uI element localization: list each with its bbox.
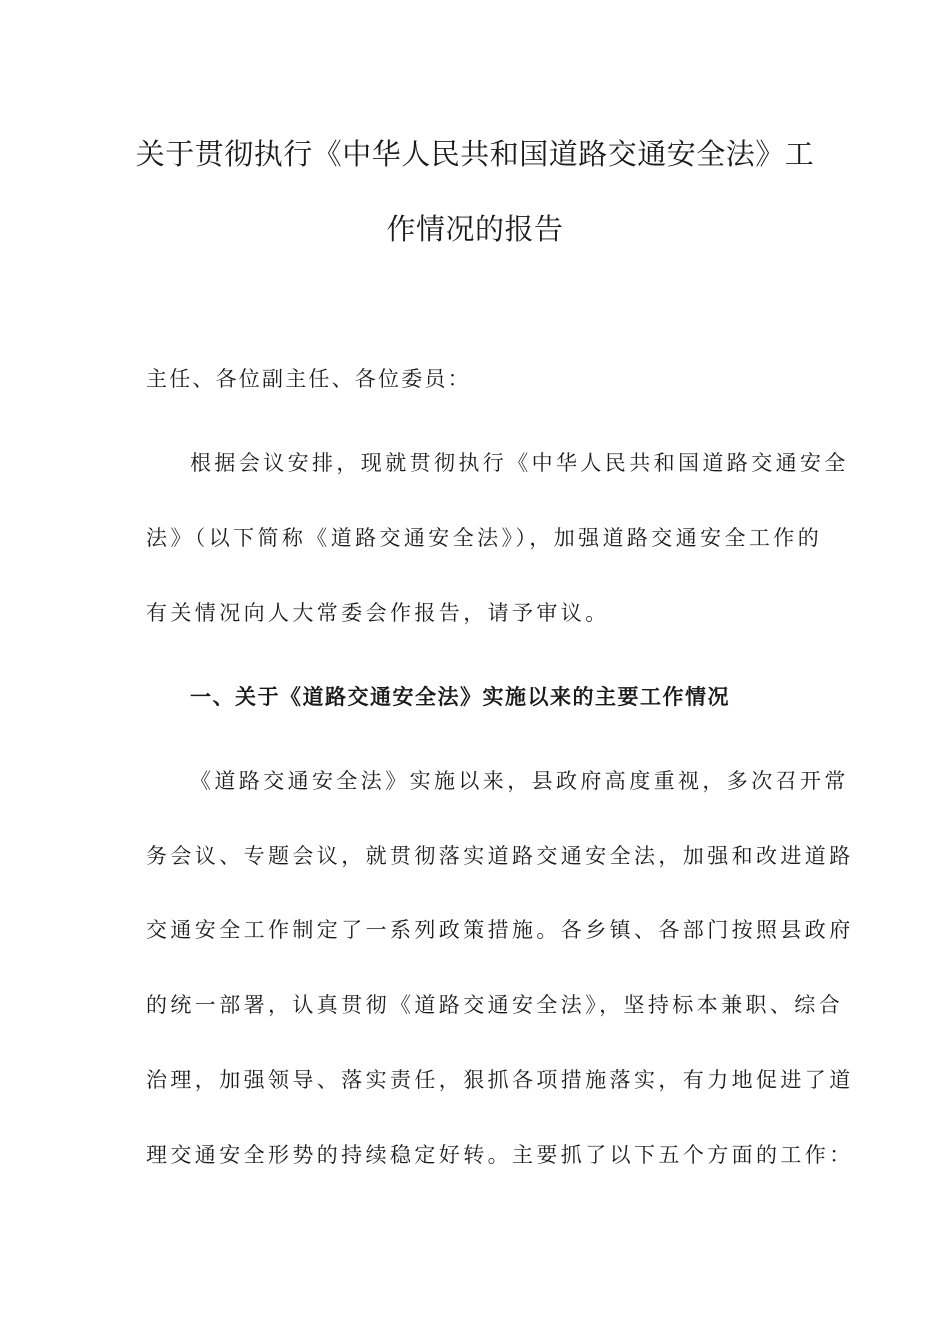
body-line: 《道路交通安全法》实施以来，县政府高度重视，多次召开常	[190, 769, 849, 793]
intro-line: 有关情况向人大常委会作报告，请予审议。	[146, 601, 610, 625]
body-line: 理交通安全形势的持续稳定好转。主要抓了以下五个方面的工作：	[146, 1143, 854, 1167]
intro-line: 根据会议安排，现就贯彻执行《中华人民共和国道路交通安全	[190, 451, 849, 475]
body-line: 治理，加强领导、落实责任，狠抓各项措施落实，有力地促进了道	[146, 1068, 854, 1092]
body-line: 务会议、专题会议，就贯彻落实道路交通安全法，加强和改进道路	[146, 844, 854, 868]
salutation: 主任、各位副主任、各位委员：	[146, 367, 471, 391]
document-title-line-1: 关于贯彻执行《中华人民共和国道路交通安全法》工	[135, 137, 815, 171]
body-line: 交通安全工作制定了一系列政策措施。各乡镇、各部门按照县政府	[146, 918, 854, 942]
intro-line: 法》（以下简称《道路交通安全法》），加强道路交通安全工作的	[146, 526, 823, 550]
document-title-line-2: 作情况的报告	[386, 212, 564, 246]
section-heading: 一、关于《道路交通安全法》实施以来的主要工作情况	[190, 685, 730, 709]
body-line: 的统一部署，认真贯彻《道路交通安全法》，坚持标本兼职、综合	[146, 993, 844, 1017]
